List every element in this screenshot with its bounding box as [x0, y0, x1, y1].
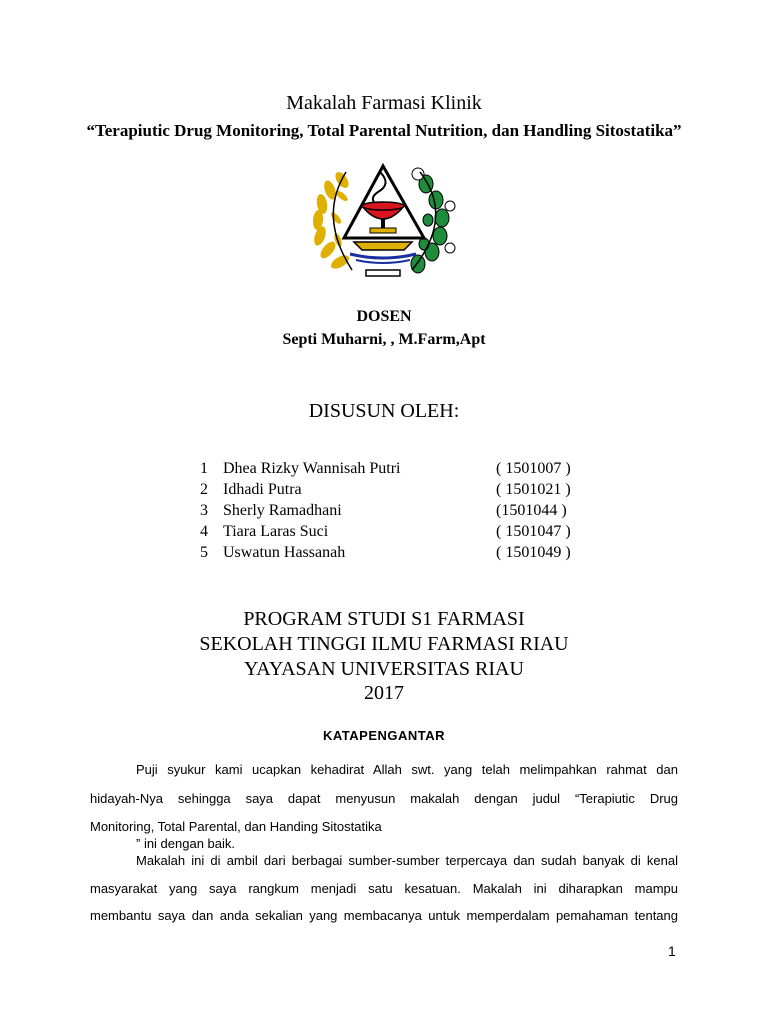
- list-item: [200, 500, 600, 521]
- author-id: ( 1501049 ): [496, 544, 571, 561]
- lecturer-label: DOSEN: [356, 308, 412, 325]
- program-name: PROGRAM STUDI S1 FARMASI: [243, 608, 525, 630]
- year: 2017: [364, 682, 404, 704]
- university-emblem-icon: [300, 162, 466, 280]
- author-id: (1501044 ): [496, 502, 567, 519]
- author-list: [200, 458, 600, 563]
- section-heading: KATAPENGANTAR: [322, 728, 446, 743]
- page-number: 1: [668, 943, 676, 959]
- author-number: 3: [200, 502, 208, 519]
- document-title: Makalah Farmasi Klinik: [286, 92, 482, 114]
- author-name: Dhea Rizky Wannisah Putri: [223, 460, 401, 477]
- foundation-name: YAYASAN UNIVERSITAS RIAU: [244, 658, 524, 680]
- author-name: Idhadi Putra: [223, 481, 302, 498]
- author-number: 1: [200, 460, 208, 477]
- author-number: 4: [200, 523, 208, 540]
- author-id: ( 1501007 ): [496, 460, 571, 477]
- text-line: Monitoring, Total Parental, dan Handing Sitostatika: [90, 819, 382, 834]
- author-id: ( 1501021 ): [496, 481, 571, 498]
- list-item: [200, 521, 600, 542]
- text-line: masyarakat yang saya rangkum menjadi satu kesatuan. Makalah ini diharapkan mampu: [90, 881, 678, 896]
- text-line: Makalah ini di ambil dari berbagai sumber-sumber terpercaya dan sudah banyak di kenal: [136, 853, 678, 868]
- list-item: [200, 542, 600, 563]
- list-item: [200, 479, 600, 500]
- text-line: membantu saya dan anda sekalian yang membacanya untuk memperdalam pemahaman tentang: [90, 908, 678, 923]
- author-name: Tiara Laras Suci: [223, 523, 329, 540]
- text-line: ” ini dengan baik.: [136, 836, 236, 851]
- school-name: SEKOLAH TINGGI ILMU FARMASI RIAU: [199, 633, 569, 655]
- author-number: 2: [200, 481, 208, 498]
- lecturer-name: Septi Muharni, , M.Farm,Apt: [282, 331, 486, 348]
- author-name: Uswatun Hassanah: [223, 544, 346, 561]
- list-item: [200, 458, 600, 479]
- gold-laurel-icon: [312, 170, 351, 272]
- author-number: 5: [200, 544, 208, 561]
- document-subtitle: “Terapiutic Drug Monitoring, Total Parental Nutrition, dan Handling Sitostatika”: [86, 121, 682, 140]
- author-name: Sherly Ramadhani: [223, 502, 342, 519]
- author-id: ( 1501047 ): [496, 523, 571, 540]
- text-line: Puji syukur kami ucapkan kehadirat Allah swt. yang telah melimpahkan rahmat dan: [136, 762, 678, 777]
- authors-heading: DISUSUN OLEH:: [308, 400, 460, 422]
- text-line: hidayah-Nya sehingga saya dapat menyusun makalah dengan judul “Terapiutic Drug: [90, 791, 678, 806]
